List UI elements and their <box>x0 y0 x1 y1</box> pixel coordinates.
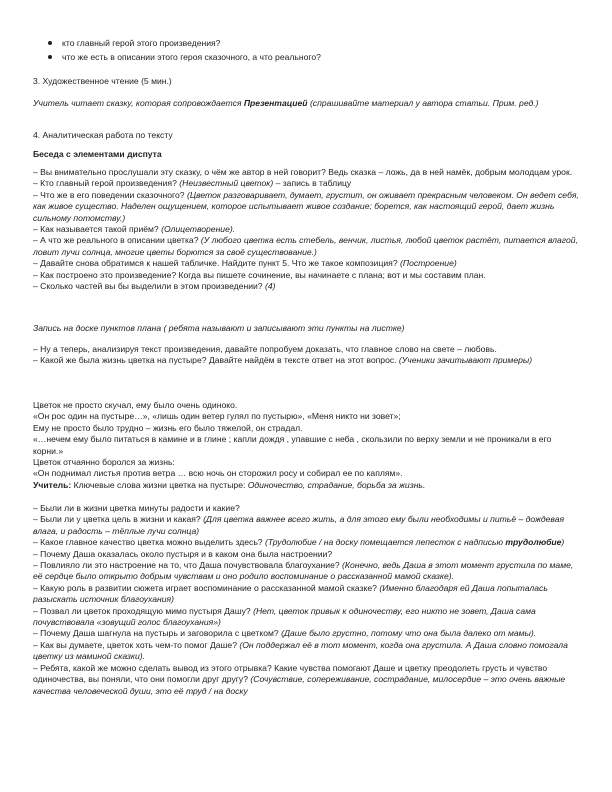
dialog-block-2 <box>33 344 583 367</box>
bullet-dot-icon <box>48 55 52 59</box>
bullet-item: кто главный герой этого произведения? <box>48 36 568 50</box>
bullet-dot-icon <box>48 41 52 45</box>
dialog-line: – Почему Даша оказалась около пустыря и в каком она была настроении? <box>33 548 333 559</box>
quote-line: «Он рос один на пустыре…», «лишь один ветер гулял по пустырю», «Меня никто ни зовет»; <box>33 411 401 422</box>
dialog-line: – Были ли у цветка цель в жизни и какая? (Для цветка важнее всего жить, а для этого ему были необходимы и питьё – дождевая влага, и радость – тёплые лучи солнца) <box>33 514 565 536</box>
quotes-block <box>33 400 583 491</box>
teacher-keywords-line: Учитель: Ключевые слова жизни цветка на пустыре: Одиночество, страдание, борьба за жизнь. <box>33 479 426 490</box>
dialog-line: – Почему Даша шагнула на пустырь и заговорила с цветком? (Даше было грустно, потому что она была далеко от мамы). <box>33 628 537 639</box>
quote-line: «Он поднимал листья против ветра … всю ночь он сторожил росу и собирал ее по каплям». <box>33 468 403 479</box>
dialog-line: – Какой же была жизнь цветка на пустыре? Давайте найдём в тексте ответ на этот вопрос. (Ученики зачитывают примеры) <box>33 355 533 366</box>
trudolubie-label: трудолюбие <box>505 537 562 548</box>
dialog-line: – Как называется такой приём? (Олицетворение). <box>33 224 236 235</box>
dialog-line: – Кто главный герой произведения? (Неизвестный цветок) – запись в таблицу <box>33 178 352 189</box>
dialog-line: – Что же в его поведении сказочного? (Цветок разговаривает, думает, грустит, он оживает прекрасным человеком. Он ведет себя, как живое существо. Наделен ощущением, которое испытывает живое создание; борется, как настоящий герой, дает жизнь сильному потомству.) <box>33 189 579 223</box>
dialog-line: – Как вы думаете, цветок хоть чем-то помог Даше? (Он поддержал её в тот момент, когда она грустила. А Даша словно помогала цветку из маминой сказки). <box>33 639 568 662</box>
dialog-line: – Ребята, какой же можно сделать вывод из этого отрывка? Какие чувства помогают Даше и цветку преодолеть грусть и чувство одиночества, вы поняли, что они помогли друг другу? (Сочувствие, сопереживание, сострадание, милосердие – это очень важные качества человеческой души, это её труд / на доску <box>33 662 566 696</box>
quote-line: Цветок отчаянно боролся за жизнь: <box>33 457 175 468</box>
dialog-line: – Сколько частей вы бы выделили в этом произведении? (4) <box>33 281 276 292</box>
dialog-line: – Давайте снова обратимся к нашей табличке. Найдите пункт 5. Что же такое композиция? (Построение) <box>33 258 457 269</box>
presentation-label: Презентацией <box>243 98 308 108</box>
section-4-heading: 4. Аналитическая работа по тексту <box>33 130 173 140</box>
quote-line: Цветок не просто скучал, ему было очень одиноко. <box>33 400 238 410</box>
teacher-presentation-note: Учитель читает сказку, которая сопровождается Презентацией (спрашивайте материал у автора статьи. Прим. ред.) <box>33 98 539 108</box>
question-bullet-list <box>48 36 568 64</box>
dialog-line: – Ну а теперь, анализируя текст произведения, давайте попробуем доказать, что главное слово на свете – любовь. <box>33 344 497 354</box>
dialog-line: – А что же реального в описании цветка? (У любого цветка есть стебель, венчик, листья, любой цветок растёт, питается влагой, ловит лучи солнца, многие цветы борются за своё существование.) <box>33 235 578 257</box>
section-3-heading: 3. Художественное чтение (5 мин.) <box>33 76 172 86</box>
board-plan-note: Запись на доске пунктов плана ( ребята называют и записывают эти пункты на листке) <box>33 323 405 333</box>
dialog-block-1 <box>33 167 583 292</box>
quote-line: Ему не просто было трудно – жизнь его было тяжелой, он страдал. <box>33 422 303 433</box>
bullet-item: что же есть в описании этого героя сказочного, а что реального? <box>48 50 568 64</box>
quote-line: «…нечем ему было питаться в камине и в глине ; капли дождя , упавшие с неба , скользили по верху земли и не проникали в его корни.» <box>33 434 552 456</box>
dialog-line: – Какое главное качество цветка можно выделить здесь? (Трудолюбие / на доску помещается лепесток с надписью трудолюбие) <box>33 537 565 548</box>
dialog-block-3 <box>33 503 583 697</box>
dialog-line: – Позвал ли цветок проходящую мимо пустыря Дашу? (Нет, цветок привык к одиночеству, его никто не зовет, Даша сама почувствовала «зовущий голос благоухания») <box>33 605 536 628</box>
dialog-line: – Вы внимательно прослушали эту сказку, о чём же автор в ней говорит? Ведь сказка – ложь, да в ней намёк, добрым молодцам урок. <box>33 167 573 177</box>
dialog-line: – Были ли в жизни цветка минуты радости и какие? <box>33 503 240 513</box>
discussion-title: Беседа с элементами диспута <box>33 149 162 159</box>
dialog-line: – Как построено это произведение? Когда вы пишете сочинение, вы начинаете с плана; вот и мы составим план. <box>33 269 486 280</box>
dialog-line: – Какую роль в развитии сюжета играет воспоминание о рассказанной мамой сказке? (Именно благодаря ей Даша попыталась разыскать источник благоухания) <box>33 582 548 605</box>
dialog-line: – Повлияло ли это настроение на то, что Даша почувствовала благоухание? (Конечно, ведь Даша в этот момент грустила по маме, её сердце было открыто добрым чувствам и оно родило воспоминание о рассказанной мамой сказке). <box>33 560 574 582</box>
